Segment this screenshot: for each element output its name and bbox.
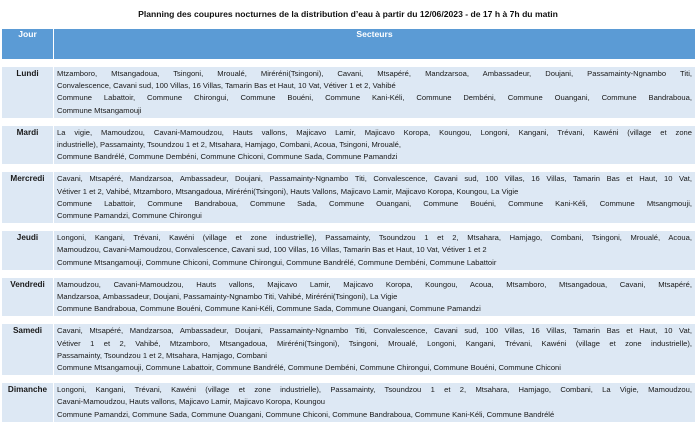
commune-line: Commune Mtsangamouji, Commune Labattoir, Commune Bandrélé, Commune Dembéni, Commune Chirongui, Commune Bouéni, Commune Chiconi <box>57 363 561 373</box>
sector-line: Mamoudzou, Cavani-Mamoudzou, Hauts vallons, Majicavo Lamir, Majicavo Koropa, Koungou, Acoua, Mtsamboro, Mtsangadoua, Cavani, Mtsapéré, <box>57 279 692 289</box>
header-jour: Jour <box>2 29 54 60</box>
commune-line: Commune Mtsangamouji <box>57 105 142 115</box>
commune-line: Commune Pamandzi, Commune Sada, Commune Ouangani, Commune Chiconi, Commune Bandraboua, Commune Kani-Kéli, Commune Bandrélé <box>57 409 555 419</box>
day-name: Mercredi <box>2 172 54 224</box>
day-name: Jeudi <box>2 231 54 271</box>
sector-line: Vétiver 1 et 2, Vahibé, Mtzamboro, Mtsangadoua, Miréréni(Tsingoni), Hauts Vallons, Majicavo Lamir, Majicavo Koropa, Koungou, La Vigie <box>57 186 519 196</box>
sector-line: Cavani-Mamoudzou, Hauts vallons, Majicavo Lamir, Majicavo Koropa, Koungou <box>57 397 326 407</box>
sector-line: Longoni, Kangani, Trévani, Kawéni (village et zone industrielle), Passamainty, Tsoundzou 1 et 2, Mtsahara, Hamjago, Combani, La Vigie, Mamoudzou, <box>57 385 692 395</box>
commune-line: Commune Labattoir, Commune Chirongui, Commune Bouéni, Commune Kani-Kéli, Commune Dembéni, Commune Ouangani, Commune Bandraboua, <box>57 93 692 103</box>
day-row-dimanche <box>2 383 696 423</box>
sector-line: La vigie, Mamoudzou, Cavani-Mamoudzou, Hauts vallons, Majicavo Lamir, Majicavo Koropa, Koungou, Longoni, Kangani, Trévani, Kawéni (village et zone <box>57 127 692 137</box>
commune-line: Commune Bandrélé, Commune Dembéni, Commune Chiconi, Commune Sada, Commune Pamandzi <box>57 152 398 162</box>
day-row-vendredi <box>2 277 696 317</box>
day-sectors <box>54 125 696 165</box>
sector-line: Cavani, Mtsapéré, Mandzarsoa, Ambassadeur, Doujani, Passamainty-Ngnambo Titi, Convalescence, Cavani sud, 100 Villas, 16 Villas, Tamarin Bas et Haut, 10 Vat, <box>57 326 692 336</box>
day-sectors <box>54 231 696 271</box>
commune-line: Commune Bandraboua, Commune Bouéni, Commune Kani-Kéli, Commune Sada, Commune Ouangani, Commune Pamandzi <box>57 304 481 314</box>
day-sectors <box>54 172 696 224</box>
day-row-lundi <box>2 67 696 119</box>
day-sectors <box>54 277 696 317</box>
schedule-table <box>1 28 696 423</box>
sector-line: Mtzamboro, Mtsangadoua, Tsingoni, Mroualé, Miréréni(Tsingoni), Cavani, Mtsapéré, Mandzarsoa, Ambassadeur, Doujani, Passamainty-Ngnambo Titi, <box>57 69 692 78</box>
header-secteurs: Secteurs <box>54 29 696 60</box>
sector-line: industrielle), Passamainty, Tsoundzou 1 et 2, Mtsahara, Hamjago, Combani, Acoua, Tsingoni, Mroualé, <box>57 140 402 150</box>
day-name: Samedi <box>2 324 54 376</box>
table-header-row <box>2 29 696 60</box>
commune-line: Commune Pamandzi, Commune Chirongui <box>57 211 202 221</box>
sector-line: Vétiver 1 et 2, Vahibé, Mtzamboro, Mtsangadoua, Miréréni(Tsingoni), Tsingoni, Mroualé, Longoni, Kangani, Trévani, Kawéni (village et zone industrielle), <box>57 338 692 348</box>
day-row-mercredi <box>2 172 696 224</box>
sector-line: Cavani, Mtsapéré, Mandzarsoa, Ambassadeur, Doujani, Passamainty-Ngnambo Titi, Convalescence, Cavani sud, 100 Villas, 16 Villas, Tamarin Bas et Haut, 10 Vat, <box>57 174 692 184</box>
sector-line: Passamainty, Tsoundzou 1 et 2, Mtsahara, Hamjago, Combani <box>57 350 267 360</box>
commune-line: Commune Mtsangamouji, Commune Chiconi, Commune Chirongui, Commune Bandrélé, Commune Dembéni, Commune Labattoir <box>57 257 497 267</box>
day-name: Vendredi <box>2 277 54 317</box>
sector-line: Longoni, Kangani, Trévani, Kawéni (village et zone industrielle), Passamainty, Tsoundzou 1 et 2, Mtsahara, Hamjago, Combani, Tsingoni, Mroualé, Acoua, <box>57 233 692 243</box>
sector-line: Mandzarsoa, Ambassadeur, Doujani, Passamainty-Ngnambo Titi, Vahibé, Miréréni(Tsingoni), La Vigie <box>57 292 398 302</box>
sector-line: Convalescence, Cavani sud, 100 Villas, 16 Villas, Tamarin Bas et Haut, 10 Vat, Vétiver 1 et 2, Vahibé <box>57 81 396 91</box>
page-title: Planning des coupures nocturnes de la distribution d’eau à partir du 12/06/2023 - de 17 h à 7h du matin <box>138 9 558 19</box>
day-name: Mardi <box>2 125 54 165</box>
commune-line: Commune Labattoir, Commune Bandraboua, Commune Sada, Commune Ouangani, Commune Bouéni, Commune Kani-Kéli, Commune Mtsangmouji, <box>57 198 692 208</box>
day-row-jeudi <box>2 231 696 271</box>
day-sectors <box>54 324 696 376</box>
sector-line: Mamoudzou, Cavani-Mamoudzou, Convalescence, Cavani sud, 100 Villas, 16 Villas, Tamarin Bas et Haut, 10 Vat, Vétiver 1 et 2 <box>57 245 487 255</box>
day-row-mardi <box>2 125 696 165</box>
day-name: Dimanche <box>2 383 54 423</box>
day-sectors <box>54 67 696 119</box>
day-row-samedi <box>2 324 696 376</box>
day-sectors <box>54 383 696 423</box>
day-name: Lundi <box>2 67 54 119</box>
